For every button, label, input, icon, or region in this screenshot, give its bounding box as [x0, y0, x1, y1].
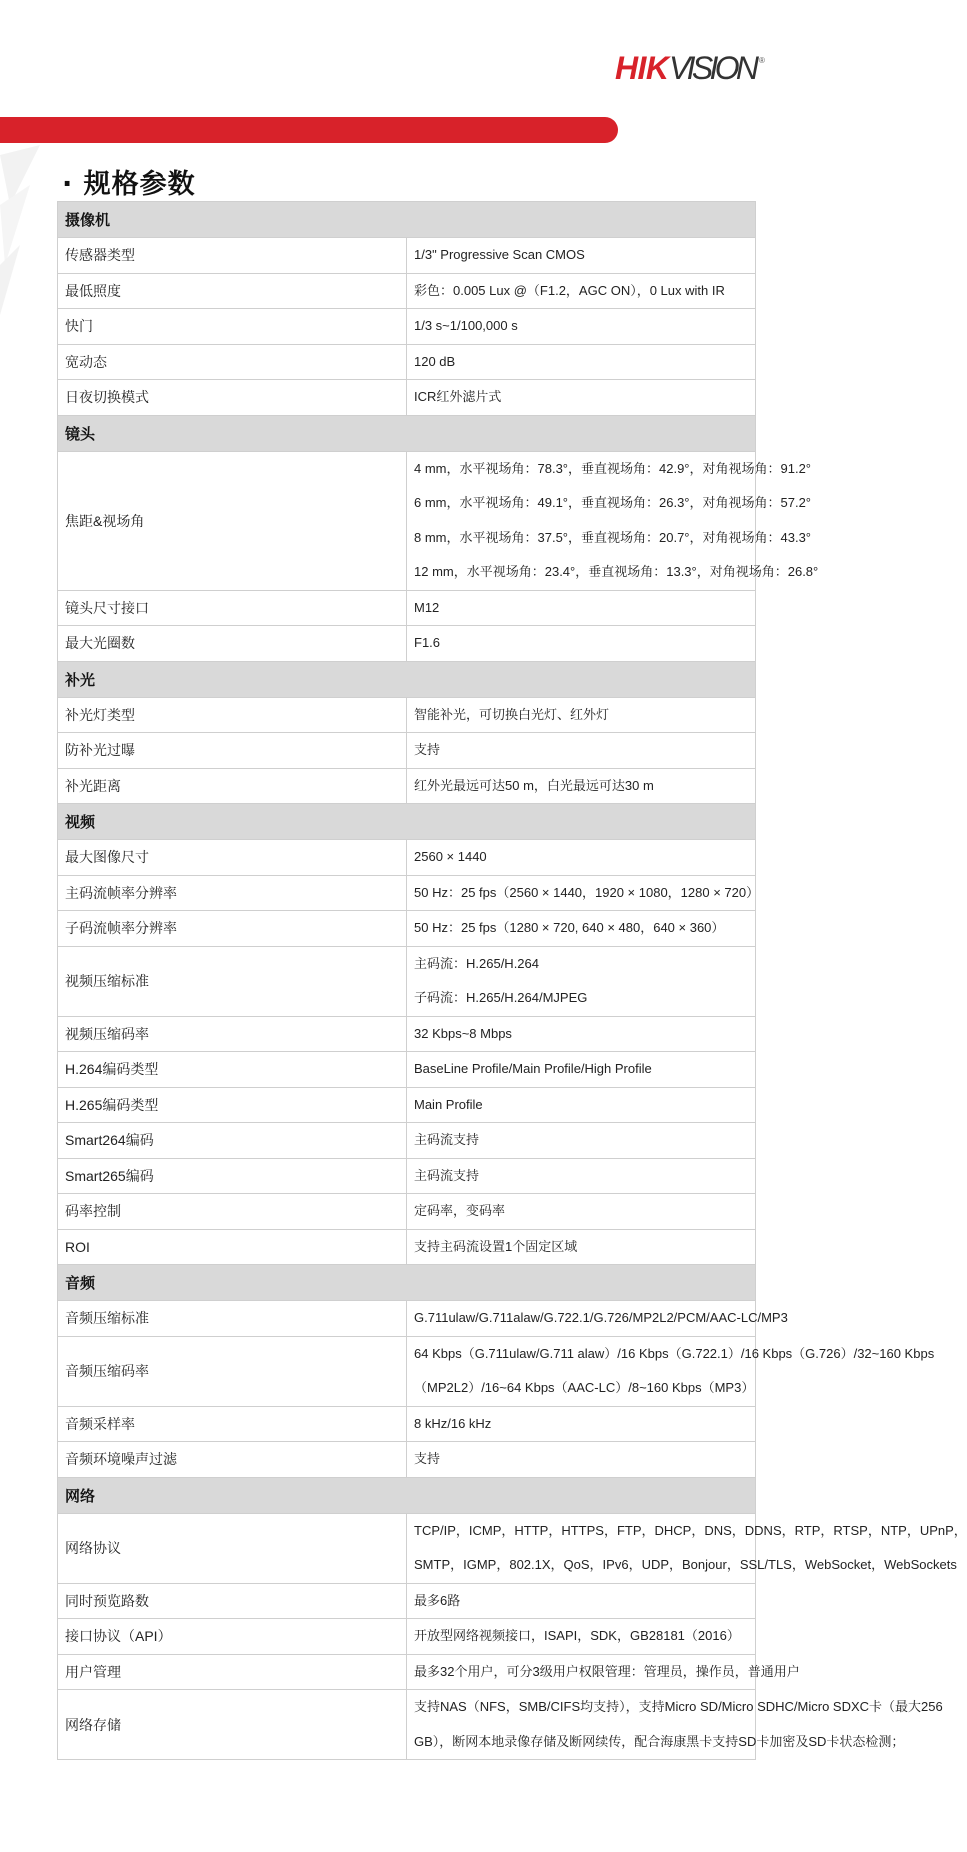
spec-label: 主码流帧率分辨率 — [58, 875, 407, 911]
spec-value-line: 支持主码流设置1个固定区域 — [414, 1238, 578, 1254]
spec-label: 最低照度 — [58, 273, 407, 309]
spec-label: Smart264编码 — [58, 1123, 407, 1159]
spec-value-line: 50 Hz：25 fps（2560 × 1440，1920 × 1080，1280 × 720） — [414, 884, 760, 900]
spec-value-line: 12 mm，水平视场角：23.4°，垂直视场角：13.3°，对角视场角：26.8° — [414, 564, 819, 579]
spec-value — [407, 875, 760, 911]
spec-value — [407, 273, 756, 309]
spec-value-line: （MP2L2）/16~64 Kbps（AAC-LC）/8~160 Kbps（MP3） — [414, 1380, 755, 1395]
spec-value-line: 红外光最远可达50 m，白光最远可达30 m — [414, 777, 654, 793]
spec-label: H.264编码类型 — [58, 1052, 407, 1088]
spec-label: 补光灯类型 — [58, 697, 407, 733]
spec-table — [57, 201, 967, 1760]
spec-label: 传感器类型 — [58, 238, 407, 274]
spec-label: 同时预览路数 — [58, 1583, 407, 1619]
spec-label: 镜头尺寸接口 — [58, 590, 407, 626]
header-red-bar — [0, 117, 618, 143]
spec-label: 音频压缩标准 — [58, 1301, 407, 1337]
spec-value-line: 1/3 s~1/100,000 s — [414, 318, 518, 333]
spec-label: 最大光圈数 — [58, 626, 407, 662]
spec-row — [58, 733, 756, 769]
spec-value-line: 支持 — [414, 742, 441, 757]
spec-row — [58, 1016, 756, 1052]
spec-label: 快门 — [58, 309, 407, 345]
spec-value — [407, 344, 756, 380]
spec-value-line: F1.6 — [414, 635, 441, 650]
spec-row — [58, 1336, 756, 1406]
spec-label: 音频压缩码率 — [58, 1336, 407, 1406]
spec-row — [58, 273, 756, 309]
spec-value-line: ICR红外滤片式 — [414, 389, 502, 404]
spec-value — [407, 1016, 756, 1052]
spec-value — [407, 768, 756, 804]
spec-row — [58, 1052, 756, 1088]
spec-label: 焦距&视场角 — [58, 451, 407, 590]
spec-row — [58, 1619, 756, 1655]
section-header — [58, 202, 756, 238]
spec-row — [58, 911, 756, 947]
spec-value-line: M12 — [414, 599, 440, 615]
spec-label: 码率控制 — [58, 1194, 407, 1230]
spec-value-line: 智能补光，可切换白光灯、红外灯 — [414, 706, 610, 722]
spec-row — [58, 1406, 756, 1442]
spec-value — [407, 1194, 756, 1230]
spec-value-line: 子码流：H.265/H.264/MJPEG — [414, 990, 588, 1005]
spec-value — [407, 1052, 756, 1088]
spec-label: 防补光过曝 — [58, 733, 407, 769]
spec-value-line: 1/3" Progressive Scan CMOS — [414, 247, 585, 262]
spec-row — [58, 1513, 756, 1583]
spec-value — [407, 1406, 756, 1442]
spec-row — [58, 1654, 756, 1690]
spec-label: 接口协议（API） — [58, 1619, 407, 1655]
svg-text:®: ® — [759, 56, 765, 65]
section-title: 摄像机 — [58, 202, 756, 238]
spec-value-line: 彩色：0.005 Lux @（F1.2，AGC ON），0 Lux with IR — [414, 282, 725, 298]
spec-value — [407, 590, 756, 626]
spec-value — [407, 1654, 800, 1690]
spec-value — [407, 1619, 756, 1655]
spec-value-line: 定码率，变码率 — [414, 1203, 506, 1218]
spec-row — [58, 875, 756, 911]
spec-label: 音频环境噪声过滤 — [58, 1442, 407, 1478]
spec-value — [407, 697, 756, 733]
spec-label: 用户管理 — [58, 1654, 407, 1690]
spec-value-line: 最多32个用户，可分3级用户权限管理：管理员，操作员，普通用户 — [414, 1663, 800, 1679]
section-header — [58, 804, 756, 840]
section-header — [58, 1265, 756, 1301]
spec-label: 最大图像尺寸 — [58, 840, 407, 876]
spec-label: 子码流帧率分辨率 — [58, 911, 407, 947]
spec-value — [407, 1513, 967, 1583]
spec-value-line: 8 kHz/16 kHz — [414, 1415, 492, 1431]
spec-value — [407, 1583, 756, 1619]
spec-value-line: Main Profile — [414, 1096, 483, 1112]
spec-value — [407, 1158, 756, 1194]
spec-value-line: 120 dB — [414, 353, 456, 369]
svg-text:VISION: VISION — [669, 50, 759, 86]
section-header — [58, 661, 756, 697]
spec-value-line: 64 Kbps（G.711ulaw/G.711 alaw）/16 Kbps（G.722.1）/16 Kbps（G.726）/32~160 Kbps — [414, 1345, 935, 1361]
spec-value-line: 支持NAS（NFS，SMB/CIFS均支持），支持Micro SD/Micro SDHC/Micro SDXC卡（最大256 — [414, 1699, 943, 1714]
spec-value-line: 主码流支持 — [414, 1132, 480, 1147]
spec-row — [58, 1123, 756, 1159]
section-header — [58, 415, 756, 451]
spec-row — [58, 1087, 756, 1123]
spec-value-line: 6 mm，水平视场角：49.1°，垂直视场角：26.3°，对角视场角：57.2° — [414, 495, 812, 510]
spec-label: ROI — [58, 1229, 407, 1265]
spec-row — [58, 451, 756, 590]
spec-value — [407, 626, 756, 662]
spec-row — [58, 238, 756, 274]
spec-row — [58, 946, 756, 1016]
spec-value — [407, 1123, 756, 1159]
spec-label: 视频压缩码率 — [58, 1016, 407, 1052]
section-title: 网络 — [58, 1477, 756, 1513]
page-title: · 规格参数 — [62, 169, 196, 200]
spec-label: 补光距离 — [58, 768, 407, 804]
spec-value — [407, 1229, 756, 1265]
spec-label: H.265编码类型 — [58, 1087, 407, 1123]
spec-row — [58, 1442, 756, 1478]
spec-value-line: 主码流：H.265/H.264 — [414, 955, 539, 971]
spec-value — [407, 1690, 943, 1760]
spec-value-line: 开放型网络视频接口，ISAPI，SDK，GB28181（2016） — [414, 1628, 740, 1643]
section-header — [58, 1477, 756, 1513]
spec-label: 音频采样率 — [58, 1406, 407, 1442]
spec-value — [407, 1336, 935, 1406]
spec-label: 网络协议 — [58, 1513, 407, 1583]
spec-value-line: 最多6路 — [414, 1592, 461, 1608]
spec-value-line: 8 mm，水平视场角：37.5°，垂直视场角：20.7°，对角视场角：43.3° — [414, 529, 812, 545]
spec-value — [407, 946, 756, 1016]
spec-value — [407, 1442, 756, 1478]
spec-value-line: 主码流支持 — [414, 1167, 480, 1183]
spec-value-line: 2560 × 1440 — [414, 849, 487, 864]
spec-label: 视频压缩标准 — [58, 946, 407, 1016]
spec-value — [407, 1087, 756, 1123]
spec-row — [58, 1194, 756, 1230]
spec-value — [407, 309, 756, 345]
spec-value-line: BaseLine Profile/Main Profile/High Profile — [414, 1061, 652, 1076]
spec-row — [58, 1583, 756, 1619]
spec-value-line: 50 Hz：25 fps（1280 × 720, 640 × 480，640 × 360） — [414, 920, 725, 935]
spec-value — [407, 733, 756, 769]
spec-label: 日夜切换模式 — [58, 380, 407, 416]
section-title: 音频 — [58, 1265, 756, 1301]
spec-label: 宽动态 — [58, 344, 407, 380]
spec-value — [407, 238, 756, 274]
spec-value — [407, 840, 756, 876]
spec-row — [58, 309, 756, 345]
spec-row — [58, 697, 756, 733]
spec-value-line: G.711ulaw/G.711alaw/G.722.1/G.726/MP2L2/PCM/AAC-LC/MP3 — [414, 1310, 788, 1325]
section-title: 镜头 — [58, 415, 756, 451]
spec-value-line: 4 mm，水平视场角：78.3°，垂直视场角：42.9°，对角视场角：91.2° — [414, 460, 812, 476]
spec-value — [407, 451, 819, 590]
spec-row — [58, 626, 756, 662]
spec-row — [58, 840, 756, 876]
spec-row — [58, 1690, 756, 1760]
spec-label: 网络存储 — [58, 1690, 407, 1760]
spec-row — [58, 768, 756, 804]
spec-row — [58, 590, 756, 626]
spec-value-line: TCP/IP，ICMP，HTTP，HTTPS，FTP，DHCP，DNS，DDNS，RTP，RTSP，NTP，UPnP， — [414, 1522, 967, 1538]
spec-value — [407, 1301, 788, 1337]
spec-row — [58, 1158, 756, 1194]
spec-value-line: SMTP，IGMP，802.1X，QoS，IPv6，UDP，Bonjour，SSL/TLS，WebSocket，WebSockets — [414, 1557, 957, 1572]
svg-text:HIK: HIK — [615, 50, 669, 86]
spec-value-line: 32 Kbps~8 Mbps — [414, 1025, 512, 1041]
spec-value-line: GB），断网本地录像存储及断网续传，配合海康黑卡支持SD卡加密及SD卡状态检测； — [414, 1733, 905, 1749]
section-title: 补光 — [58, 661, 756, 697]
spec-row — [58, 344, 756, 380]
spec-row — [58, 1229, 756, 1265]
hikvision-logo — [615, 47, 765, 87]
spec-label: Smart265编码 — [58, 1158, 407, 1194]
spec-value — [407, 380, 756, 416]
spec-value-line: 支持 — [414, 1451, 441, 1466]
spec-row — [58, 380, 756, 416]
section-title: 视频 — [58, 804, 756, 840]
spec-row — [58, 1301, 756, 1337]
spec-value — [407, 911, 756, 947]
